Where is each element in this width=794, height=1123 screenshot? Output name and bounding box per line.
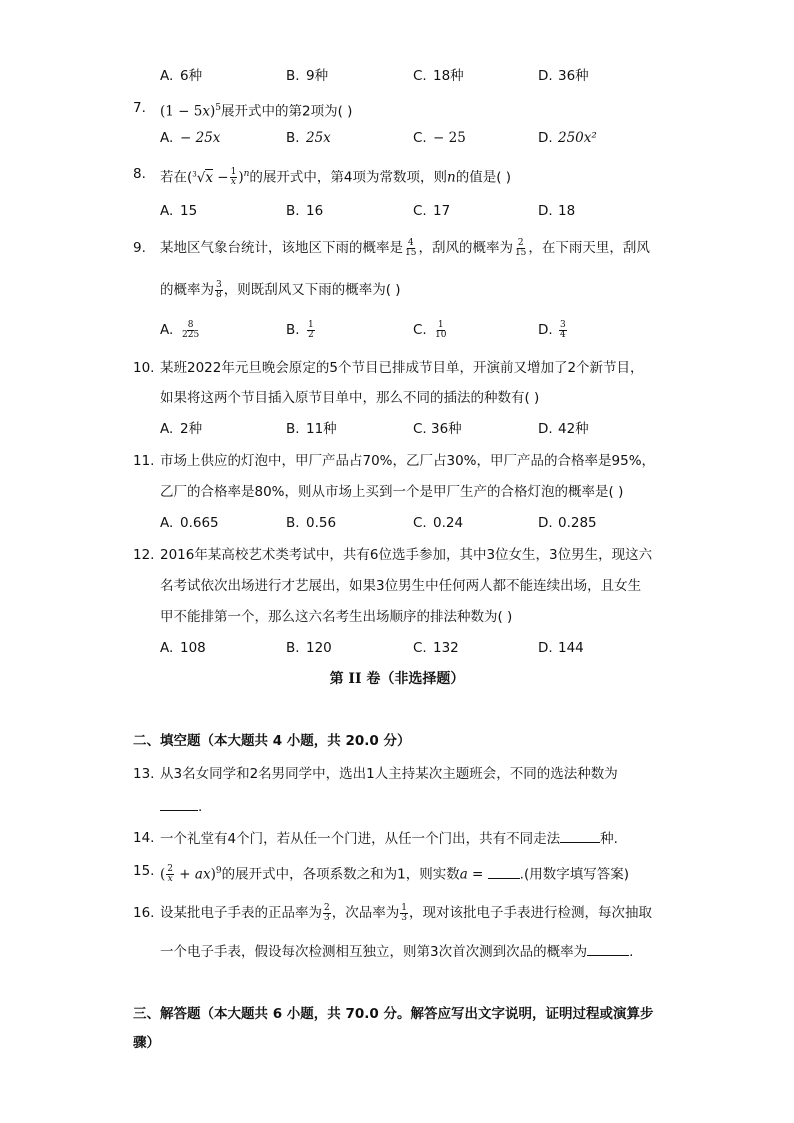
q14-number: 14. <box>133 830 155 846</box>
answer-blank[interactable] <box>160 796 198 811</box>
q12-stem-line1: 2016年某高校艺术类考试中，共有6位选手参加，其中3位女生，3位男生，现这六 <box>160 547 653 563</box>
answer-blank[interactable] <box>560 828 600 843</box>
q11-options <box>160 513 680 533</box>
q11-option-c: C. 0.24 <box>413 515 464 531</box>
section2-heading: 二、填空题（本大题共 4 小题，共 20.0 分） <box>133 733 411 749</box>
q9-number: 9. <box>133 240 146 256</box>
q12-option-a: A. 108 <box>160 640 206 656</box>
q8-option-a: A. 15 <box>160 203 198 219</box>
q7-option-c: C. − 25 <box>413 130 466 146</box>
q12-stem-line2: 名考试依次出场进行才艺展出，如果3位男生中任何两人都不能连续出场，且女生 <box>160 578 642 594</box>
q10-option-c: C. 36种 <box>413 421 462 437</box>
q12-option-d: D. 144 <box>538 640 584 656</box>
q11-stem-line2: 乙厂的合格率是80%，则从市场上买到一个是甲厂生产的合格灯泡的概率是( ) <box>160 484 624 500</box>
q8-fraction: $\frac{1}{x}$ <box>230 167 237 187</box>
q7-option-a: A. − 25x <box>160 130 221 146</box>
q9-option-d: D. $\frac{3}{4}$ <box>538 319 566 340</box>
q11-option-a: A. 0.665 <box>160 515 219 531</box>
q10-option-a: A. 2种 <box>160 421 203 437</box>
part2-title: 第 II 卷（非选择题） <box>329 671 465 687</box>
q8-option-c: C. 17 <box>413 203 451 219</box>
q10-option-d: D. 42种 <box>538 421 589 437</box>
q8-option-d: D. 18 <box>538 203 576 219</box>
q9-stem-line1: 某地区气象台统计，该地区下雨的概率是 $\frac{4}{15}$ ，刮风的概率为 $\frac{2}{15}$ ，在下雨天里，刮风 <box>160 237 650 258</box>
q10-options <box>160 419 680 439</box>
q13-stem-line2: . <box>160 796 202 817</box>
q6-option-d: D. 36种 <box>538 68 589 84</box>
section3-heading-line1: 三、解答题（本大题共 6 小题，共 70.0 分。解答应写出文字说明，证明过程或演算步 <box>133 1006 654 1022</box>
q7-stem: $(1 - 5x)^5$展开式中的第2项为( ) <box>160 103 353 120</box>
section3-heading-line2: 骤） <box>133 1035 160 1051</box>
answer-blank[interactable] <box>587 941 629 956</box>
q16-stem-line1: 设某批电子手表的正品率为 $\frac{2}{3}$ ，次品率为 $\frac{1}{3}$ ，现对该批电子手表进行检测，每次抽取 <box>160 902 652 923</box>
cube-root-x: $^3$√x <box>192 169 213 186</box>
q6-option-a: A. 6种 <box>160 68 203 84</box>
q9-options <box>160 320 680 340</box>
q13-number: 13. <box>133 766 155 782</box>
q8-option-b: B. 16 <box>286 203 324 219</box>
q8-stem: 若在($^3$√x − $\frac{1}{x}$ )$^n$的展开式中，第4项为常数项，则n的值是( ) <box>160 167 512 187</box>
q15-number: 15. <box>133 863 155 879</box>
q11-option-d: D. 0.285 <box>538 515 597 531</box>
q9-option-a: A. $\frac{8}{225}$ <box>160 319 200 340</box>
q9-option-b: B. $\frac{1}{2}$ <box>286 319 314 340</box>
q6-option-b: B. 9种 <box>286 68 329 84</box>
q12-stem-line3: 甲不能排第一个，那么这六名考生出场顺序的排法种数为( ) <box>160 609 513 625</box>
q11-option-b: B. 0.56 <box>286 515 337 531</box>
q11-stem-line1: 市场上供应的灯泡中，甲厂产品占70%，乙厂占30%，甲厂产品的合格率是95%， <box>160 453 656 469</box>
q10-option-b: B. 11种 <box>286 421 337 437</box>
q13-stem-line1: 从3名女同学和2名男同学中，选出1人主持某次主题班会，不同的选法种数为 <box>160 766 618 782</box>
q14-stem: 一个礼堂有4个门，若从任一个门进，从任一个门出，共有不同走法 种. <box>160 828 618 849</box>
q8-number: 8. <box>133 166 146 182</box>
q6-option-c: C. 18种 <box>413 68 464 84</box>
q7-option-b: B. 25x <box>286 130 331 146</box>
q12-number: 12. <box>133 547 155 563</box>
q11-number: 11. <box>133 453 155 469</box>
q12-options <box>160 638 680 658</box>
q8-options <box>160 201 680 221</box>
q16-stem-line2: 一个电子手表，假设每次检测相互独立，则第3次首次测到次品的概率为 . <box>160 941 633 962</box>
q15-stem: ( $\frac{2}{x}$ + ax)$^9$的展开式中，各项系数之和为1，则实数a = .(用数字填写答案) <box>160 864 629 884</box>
q12-option-b: B. 120 <box>286 640 332 656</box>
q7-option-d: D. 250x² <box>538 130 597 146</box>
q7-options <box>160 128 680 148</box>
q6-options <box>160 66 680 86</box>
answer-blank[interactable] <box>488 864 520 879</box>
q9-option-c: C. $\frac{1}{10}$ <box>413 319 447 340</box>
q16-number: 16. <box>133 905 155 921</box>
q10-stem-line1: 某班2022年元旦晚会原定的5个节目已排成节目单，开演前又增加了2个新节目， <box>160 360 644 376</box>
q12-option-c: C. 132 <box>413 640 459 656</box>
q10-number: 10. <box>133 360 155 376</box>
q7-number: 7. <box>133 100 146 116</box>
q9-stem-line2: 的概率为 $\frac{3}{8}$ ，则既刮风又下雨的概率为( ) <box>160 279 401 300</box>
q10-stem-line2: 如果将这两个节目插入原节目单中，那么不同的插法的种数有( ) <box>160 390 540 406</box>
